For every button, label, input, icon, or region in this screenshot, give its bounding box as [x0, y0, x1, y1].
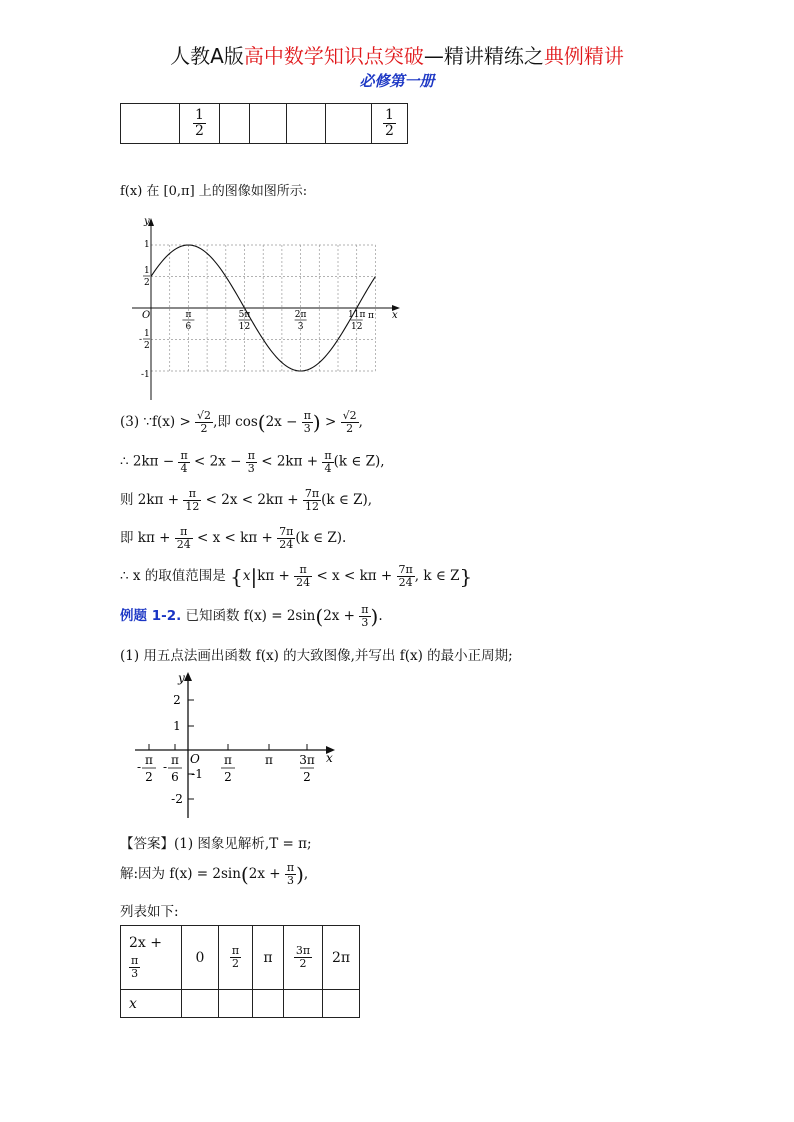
- graph1-xtick-den: 12: [350, 322, 363, 332]
- graph1-ytick-half-den: 2: [144, 278, 150, 288]
- graph1-xtick-den: 6: [185, 322, 192, 332]
- graph2-ytick-label: 2: [173, 693, 181, 707]
- table-cell: $\frac{1}{2}$: [372, 104, 408, 144]
- graph1-xtick-num: 5π: [238, 310, 251, 320]
- table-cell: [284, 990, 323, 1018]
- graph1-origin: O: [142, 310, 151, 321]
- graph2-xtick-num: 3π: [299, 753, 315, 767]
- table-cell: [182, 990, 219, 1018]
- answer-line-3: 列表如下:: [120, 904, 179, 920]
- five-point-table: [120, 925, 360, 1018]
- header-dash: —精讲精练之: [423, 44, 544, 68]
- header-subtitle: 必修第一册: [359, 72, 435, 90]
- table-head-cell: x: [121, 990, 182, 1018]
- graph2-xtick-den: 2: [145, 770, 153, 784]
- header-title: 高中数学知识点突破: [243, 44, 424, 68]
- table-cell: π: [253, 926, 284, 990]
- graph1-y-label: y: [144, 216, 150, 227]
- table-cell: [220, 104, 250, 144]
- table-cell: [323, 990, 360, 1018]
- graph1-figure: [120, 210, 410, 400]
- table-cell: $\frac{3\pi}{2}$: [284, 926, 323, 990]
- answer-line-2: 解:因为 f(x) = 2sin(2x + $\frac{\pi}{3}$ ),: [120, 861, 309, 887]
- graph1-xtick-num: 2π: [294, 310, 307, 320]
- graph2-xtick-den: 2: [303, 770, 311, 784]
- solution-line-1: (3) ∵f(x) > $\frac{√2}{2}$ ,即 cos(2x − $\frac{\pi}{3}$ ) > $\frac{√2}{2}$ ,: [120, 409, 363, 435]
- solution-line-2: ∴ 2kπ − $\frac{\pi}{4}$ < 2x − $\frac{\pi}{3}$ < 2kπ + $\frac{\pi}{4}$ (k ∈ Z),: [120, 449, 385, 475]
- table-cell: 0: [182, 926, 219, 990]
- example-label: 例题 1-2.: [120, 608, 182, 624]
- graph2-xtick-num: π: [224, 753, 232, 767]
- graph2-xtick-sign: -: [137, 760, 142, 774]
- graph2-ytick-label: 1: [173, 719, 181, 733]
- table-cell: $\frac{1}{2}$: [180, 104, 220, 144]
- graph2-xtick-sign: -: [163, 760, 168, 774]
- table-cell: [250, 104, 287, 144]
- graph1-xtick-pi: π: [368, 311, 374, 321]
- graph1-xtick-den: 12: [238, 322, 251, 332]
- graph2-axes: [125, 668, 350, 823]
- graph2-origin: O: [190, 752, 200, 766]
- table-cell: $\frac{\pi}{2}$: [219, 926, 253, 990]
- graph1-xtick-num: 11π: [348, 310, 366, 320]
- table-cell: [326, 104, 372, 144]
- header-suffix: 典例精讲: [543, 44, 624, 68]
- graph2-xtick-den: 2: [224, 770, 232, 784]
- graph2-y-arrow: [184, 672, 192, 681]
- graph1-xtick-den: 3: [297, 322, 304, 332]
- graph1-ytick-neg1: -1: [141, 370, 150, 380]
- graph1-ytick-1: 1: [144, 240, 150, 250]
- header-prefix: 人教A版: [170, 44, 244, 68]
- solution-line-3: 则 2kπ + $\frac{\pi}{12}$ < 2x < 2kπ + $\frac{7\pi}{12}$ (k ∈ Z),: [120, 487, 373, 513]
- table-cell: [219, 990, 253, 1018]
- graph1-x-label: x: [392, 310, 398, 321]
- table-cell: [121, 104, 180, 144]
- table-cell: [253, 990, 284, 1018]
- graph1-ytick-neg-half-sign: -: [139, 335, 143, 345]
- graph2-xtick-num: π: [145, 753, 153, 767]
- top-value-table: [120, 103, 408, 144]
- answer-line-1: 【答案】(1) 图象见解析,T = π;: [120, 836, 312, 852]
- table-cell: [287, 104, 326, 144]
- graph2-x-label: x: [326, 751, 333, 765]
- graph2-xtick-den: 6: [171, 770, 179, 784]
- graph2-ytick-label: -2: [171, 792, 183, 806]
- graph2-xtick-num: π: [171, 753, 179, 767]
- example-heading: 例题 1-2. 已知函数 f(x) = 2sin(2x + $\frac{\pi}{3}$ ).: [120, 603, 383, 629]
- table-head-cell: 2x + $\frac{\pi}{3}$: [121, 926, 182, 990]
- graph2-y-label: y: [178, 671, 185, 685]
- graph1-ytick-neg-half-num: 1: [144, 329, 150, 339]
- solution-line-4: 即 kπ + $\frac{\pi}{24}$ < x < kπ + $\frac{7\pi}{24}$ (k ∈ Z).: [120, 525, 347, 551]
- example-part1: (1) 用五点法画出函数 f(x) 的大致图像,并写出 f(x) 的最小正周期;: [120, 648, 513, 664]
- graph1-xtick-num: π: [185, 310, 192, 320]
- graph1-ytick-neg-half-den: 2: [144, 341, 150, 351]
- page-header: [0, 40, 794, 69]
- graph2-ytick-label: -1: [191, 767, 203, 781]
- solution-line-5: ∴ x 的取值范围是 {x|kπ + $\frac{\pi}{24}$ < x < kπ + $\frac{7\pi}{24}$ , k ∈ Z}: [120, 563, 473, 589]
- graph2-xtick-num: π: [265, 753, 273, 767]
- table-cell: 2π: [323, 926, 360, 990]
- graph1-ytick-half-num: 1: [144, 266, 150, 276]
- graph1-caption: f(x) 在 [0,π] 上的图像如图所示:: [120, 184, 308, 199]
